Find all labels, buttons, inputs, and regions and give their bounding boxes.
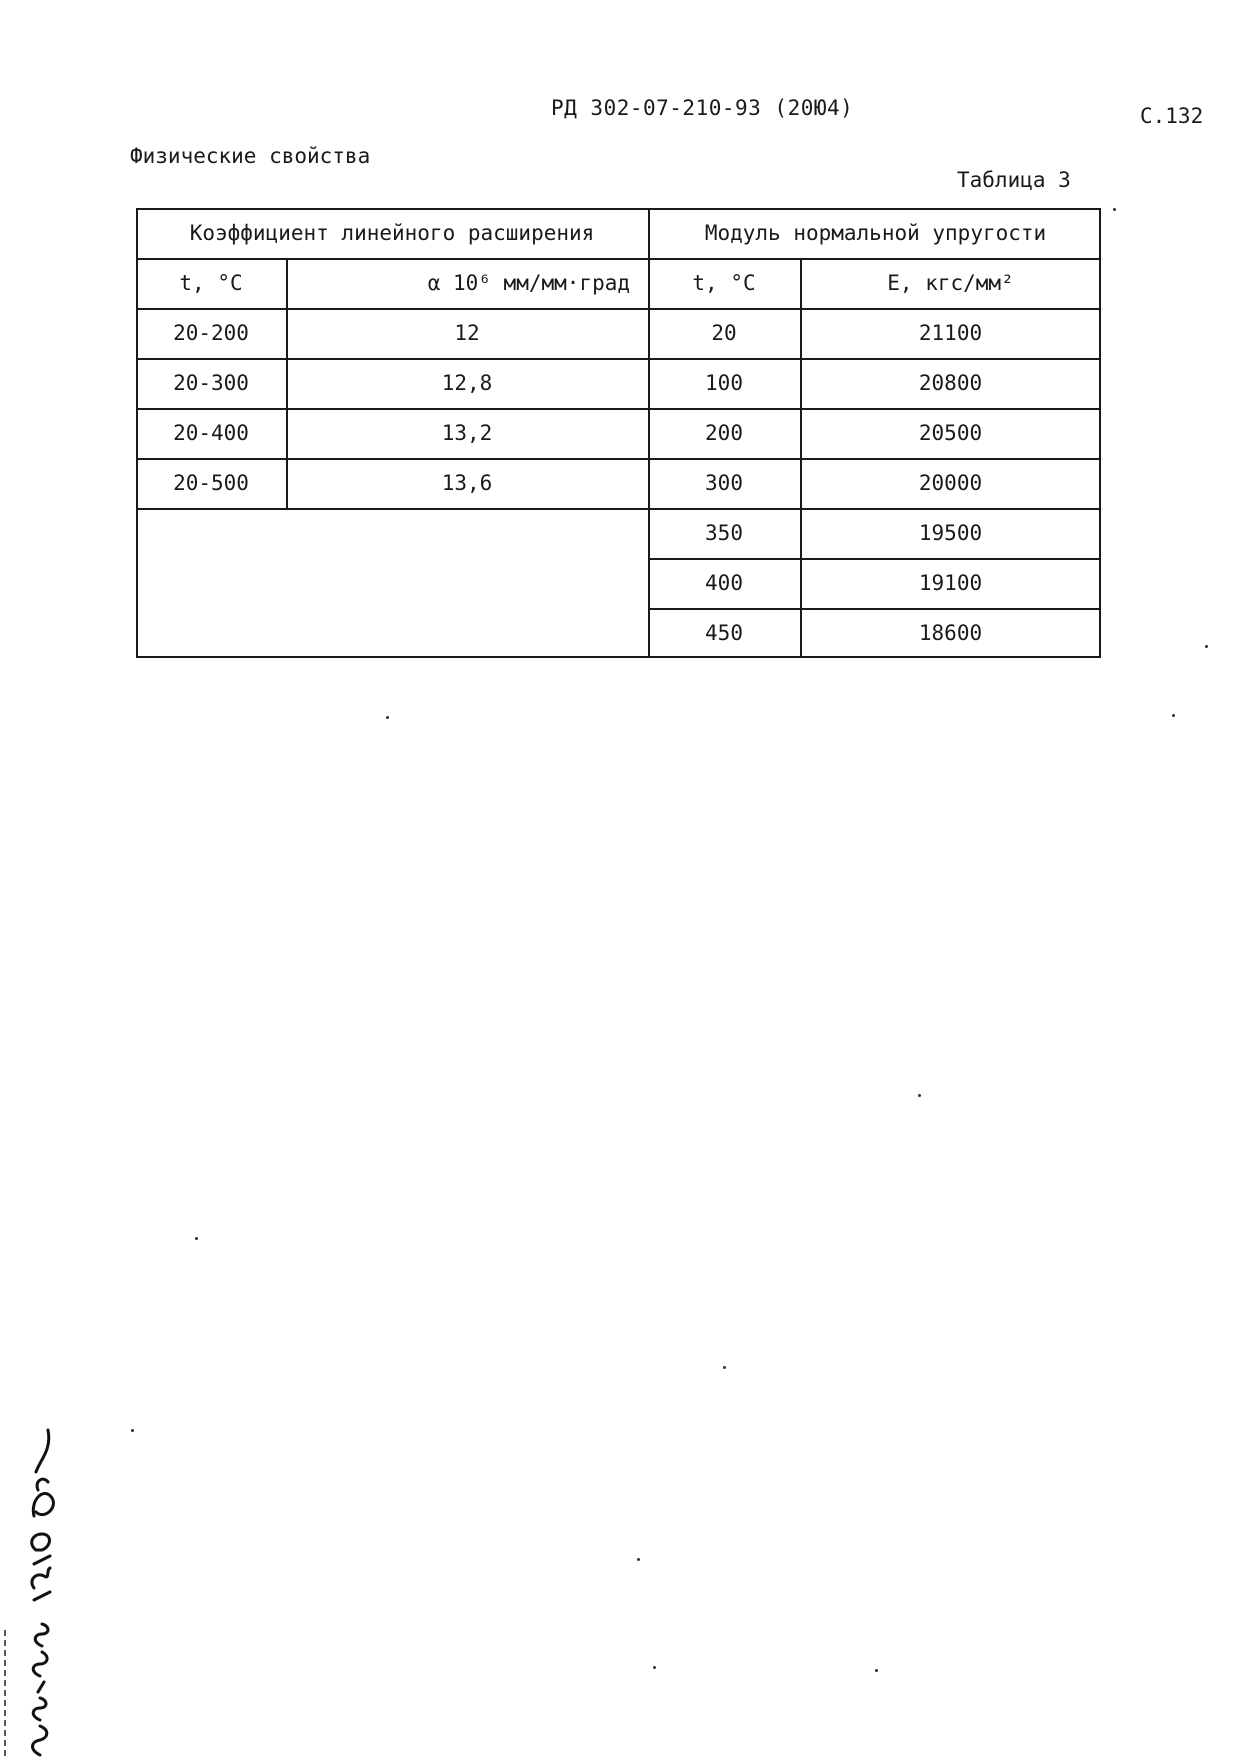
scan-speck: [875, 1669, 878, 1672]
table-cell: 12,8: [441, 371, 493, 395]
table-cell: 20-500: [173, 471, 249, 495]
table-cell: 300: [705, 471, 743, 495]
table-cell: 20-300: [173, 371, 249, 395]
document-code: РД 302-07-210-93 (20Ю4): [551, 96, 854, 120]
table-cell: 21100: [918, 321, 983, 345]
scan-speck: [131, 1429, 134, 1432]
page-number: С.132: [1140, 104, 1204, 128]
scan-speck: [1205, 645, 1208, 648]
table-cell: 20800: [918, 371, 983, 395]
table-cell: 19500: [918, 521, 983, 545]
table-cell: 20500: [918, 421, 983, 445]
scan-speck: [653, 1666, 656, 1669]
table-cell: 450: [705, 621, 743, 645]
column-header-temperature: t, °C: [179, 271, 243, 295]
scan-speck: [918, 1094, 921, 1097]
table-cell: 100: [705, 371, 743, 395]
properties-table: [136, 208, 1101, 658]
table-label: Таблица 3: [957, 168, 1071, 192]
table-cell: 12: [454, 321, 480, 345]
scan-speck: [637, 1558, 640, 1561]
column-header-expansion-coefficient: α 10⁶ мм/мм·град: [427, 271, 630, 295]
table-cell: 13,2: [441, 421, 493, 445]
scan-speck: [1172, 714, 1175, 717]
table-cell: 19100: [918, 571, 983, 595]
handwritten-note-icon: [0, 1420, 90, 1760]
right-group-title: Модуль нормальной упругости: [704, 221, 1047, 245]
section-title: Физические свойства: [130, 144, 371, 168]
scan-speck: [195, 1237, 198, 1240]
table-cell: 20-400: [173, 421, 249, 445]
table-cell: 20000: [918, 471, 983, 495]
column-header-temperature: t, °C: [692, 271, 756, 295]
scan-speck: [386, 716, 389, 719]
table-cell: 350: [705, 521, 743, 545]
scan-speck: [723, 1366, 726, 1369]
table-cell: 200: [705, 421, 743, 445]
table-cell: 20: [711, 321, 737, 345]
left-group-title: Коэффициент линейного расширения: [189, 221, 595, 245]
table-cell: 20-200: [173, 321, 249, 345]
table-cell: 400: [705, 571, 743, 595]
table-cell: 13,6: [441, 471, 493, 495]
handwritten-margin-note: [0, 1420, 90, 1760]
column-header-elastic-modulus: E, кгс/мм²: [887, 271, 1014, 295]
table-cell: 18600: [918, 621, 983, 645]
scan-speck: [1113, 208, 1116, 211]
